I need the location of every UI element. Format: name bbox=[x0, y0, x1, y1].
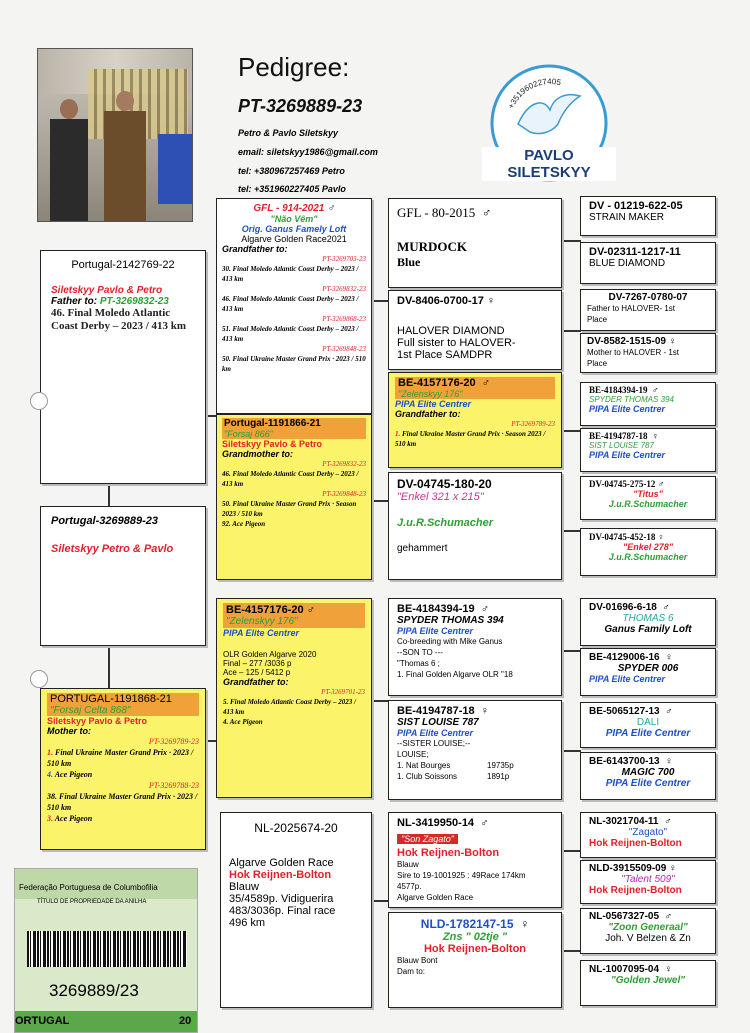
be4157176b-r1: Final Ukraine Master Grand Prix · Season 2023 / 510 km bbox=[395, 430, 546, 448]
g4-ring-5: BE-4184394-19 bbox=[589, 385, 648, 395]
card-title: TÍTULO DE PROPRIEDADE DA ANILHA bbox=[37, 899, 147, 905]
nl3419950-color: Blauw bbox=[397, 860, 419, 869]
g4-owner-7: J.u.R.Schumacher bbox=[608, 499, 688, 509]
g4-card-14[interactable] bbox=[580, 860, 716, 904]
gfl914-c3: PT-3269868-23 bbox=[322, 315, 366, 323]
g4-owner-8: J.u.R.Schumacher bbox=[608, 552, 688, 562]
g4-org-11: PIPA Elite Centrer bbox=[605, 728, 691, 739]
g4-name-11: DALI bbox=[636, 717, 660, 728]
nld1782147-l1: Dam to: bbox=[397, 967, 426, 976]
dam-owner: Siletskyy Pavlo & Petro bbox=[47, 716, 148, 726]
pt1191866-owner: Siletskyy Pavlo & Petro bbox=[222, 439, 323, 449]
g4-l1-2: BLUE DIAMOND bbox=[589, 258, 666, 269]
g4-name-12: MAGIC 700 bbox=[621, 767, 675, 778]
owners-photo bbox=[37, 48, 193, 222]
gfl914-c2: PT-3269832-23 bbox=[322, 285, 366, 293]
pt1191866-r3: 92. Ace Pigeon bbox=[222, 520, 266, 528]
female-icon: ♀ bbox=[657, 532, 665, 542]
nl3419950-name: "Son Zagato" bbox=[397, 834, 458, 844]
g4-name-9: THOMAS 6 bbox=[622, 613, 674, 624]
be4184394-org: PIPA Elite Centrer bbox=[397, 626, 474, 636]
phone-petro: tel: +380967257469 Petro bbox=[238, 166, 345, 176]
subject-card[interactable] bbox=[40, 506, 206, 646]
g4-ring-10: BE-4129006-16 bbox=[589, 652, 660, 663]
g4-card-5[interactable] bbox=[580, 382, 716, 426]
nl3419950-card[interactable] bbox=[388, 812, 562, 908]
g4-ring-8: DV-04745-452-18 bbox=[589, 532, 656, 542]
pt1191866-r2: 50. Final Ukraine Master Grand Prix · Season 2023 / 510 km bbox=[222, 500, 357, 518]
subject-ring-header: PT-3269889-23 bbox=[238, 96, 363, 116]
dam-child1: PT-3269789-23 bbox=[148, 737, 199, 746]
nl2025674-l4: 496 km bbox=[229, 917, 266, 929]
nld1782147-ring: NLD-1782147-15 bbox=[420, 917, 514, 931]
be4184394-l1: Co-breeding with Mike Ganus bbox=[397, 637, 503, 646]
granddam-card[interactable] bbox=[216, 414, 372, 580]
g4-card-9[interactable] bbox=[580, 598, 716, 646]
g4-card-8[interactable] bbox=[580, 528, 716, 576]
g4-org-10: PIPA Elite Centrer bbox=[589, 674, 666, 684]
male-icon: ♂ bbox=[480, 603, 490, 615]
be4194787-l2: LOUISE; bbox=[397, 750, 429, 759]
dam-card[interactable] bbox=[40, 688, 206, 850]
be4157176a-gf: Grandfather to: bbox=[223, 677, 289, 687]
dv04745-name: "Enkel 321 x 215" bbox=[397, 491, 484, 503]
male-icon: ♂ bbox=[665, 706, 673, 717]
female-icon: ♀ bbox=[665, 756, 673, 767]
be4157176a-r2: 4. Ace Pigeon bbox=[223, 718, 263, 726]
gfl914-line2: Algarve Golden Race2021 bbox=[241, 234, 347, 244]
male-icon: ♂ bbox=[657, 479, 665, 489]
be4184394-l2: --SON TO --- bbox=[397, 648, 443, 657]
nl2025674-l1: Algarve Golden Race bbox=[229, 857, 334, 869]
gfl914-r2: 46. Final Moledo Atlantic Coast Derby – 2023 / 413 km bbox=[222, 295, 359, 313]
male-icon: ♂ bbox=[481, 377, 491, 389]
dam-res4: Ace Pigeon bbox=[54, 814, 93, 823]
gfl80-ring: GFL - 80-2015 bbox=[397, 205, 476, 220]
dam-res3: 38. Final Ukraine Master Grand Prix · 2023 / 510 km bbox=[47, 792, 198, 812]
ownership-card bbox=[14, 868, 198, 1033]
dv04745-card[interactable] bbox=[388, 472, 562, 580]
be4157176a-line1: OLR Golden Algarve 2020 bbox=[223, 650, 317, 659]
g4-card-16[interactable] bbox=[580, 960, 716, 1006]
sire-ring: Portugal-2142769-22 bbox=[71, 259, 175, 271]
g4-owner-13: Hok Reijnen-Bolton bbox=[589, 838, 682, 849]
gfl914-r1: 30. Final Moledo Atlantic Coast Derby – 2023 / 413 km bbox=[222, 265, 359, 283]
be4184394-name: SPYDER THOMAS 394 bbox=[397, 615, 504, 626]
gfl914-r4: 50. Final Ukraine Master Grand Prix · 2023 / 510 km bbox=[222, 355, 366, 373]
be4157176-card[interactable] bbox=[216, 598, 372, 798]
be4194787-name: SIST LOUISE 787 bbox=[397, 717, 479, 728]
be4157176b-card[interactable] bbox=[388, 372, 562, 468]
be4184394-card[interactable] bbox=[388, 598, 562, 696]
dv04745-note: gehammert bbox=[397, 543, 448, 554]
g4-name-7: "Titus" bbox=[633, 489, 663, 499]
owner-email: email: siletskyy1986@gmail.com bbox=[238, 147, 378, 157]
dam-res1: Final Ukraine Master Grand Prix · 2023 / 510 km bbox=[47, 748, 194, 768]
gfl914-name: "Não Vêm" bbox=[270, 214, 318, 224]
sire-father-ring: PT-3269832-23 bbox=[99, 296, 169, 307]
dv8406-name: HALOVER DIAMOND bbox=[397, 325, 505, 337]
nl2025674-card[interactable] bbox=[220, 812, 372, 1008]
nl3419950-owner: Hok Reijnen-Bolton bbox=[397, 847, 500, 859]
female-icon: ♀ bbox=[486, 295, 496, 307]
gfl80-card[interactable] bbox=[388, 198, 562, 288]
pt1191866-c1: PT-3269832-23 bbox=[322, 460, 366, 468]
subject-ring: Portugal-3269889-23 bbox=[51, 515, 158, 527]
binder-hole-bottom bbox=[30, 670, 48, 688]
female-icon: ♀ bbox=[520, 917, 530, 931]
male-icon: ♂ bbox=[480, 817, 489, 829]
female-icon: ♀ bbox=[652, 431, 659, 441]
g4-card-7[interactable] bbox=[580, 476, 716, 520]
g4-ring-7: DV-04745-275-12 bbox=[589, 479, 656, 489]
g4-name-14: "Talent 509" bbox=[621, 874, 675, 885]
male-icon: ♂ bbox=[662, 602, 670, 613]
g4-card-3[interactable] bbox=[580, 289, 716, 331]
pt1191866-c2: PT-3269848-23 bbox=[322, 490, 366, 498]
g4-card-6[interactable] bbox=[580, 428, 716, 472]
nl2025674-ring: NL-2025674-20 bbox=[254, 821, 338, 835]
g4-name-15: "Zoon Generaal" bbox=[608, 922, 688, 933]
female-icon: ♀ bbox=[665, 652, 673, 663]
g4-owner-14: Hok Reijnen-Bolton bbox=[589, 885, 682, 896]
nld1782147-owner: Hok Reijnen-Bolton bbox=[423, 943, 527, 955]
g4-ring-1: DV - 01219-622-05 bbox=[589, 200, 683, 212]
gfl914-line1: Orig. Ganus Famely Loft bbox=[241, 224, 347, 234]
g4-org-5: PIPA Elite Centrer bbox=[589, 404, 666, 414]
male-icon: ♂ bbox=[327, 203, 335, 214]
binder-hole-top bbox=[30, 392, 48, 410]
g4-l1-3: Father to HALOVER- 1st bbox=[587, 304, 676, 313]
male-icon: ♂ bbox=[481, 205, 492, 220]
pt1191866-name: "Forsaj 866" bbox=[222, 429, 366, 439]
g4-l1-1: STRAIN MAKER bbox=[589, 212, 665, 223]
dv04745-owner: J.u.R.Schumacher bbox=[397, 517, 493, 529]
g4-owner-15: Joh. V Belzen & Zn bbox=[605, 933, 691, 944]
male-icon: ♂ bbox=[306, 604, 315, 616]
g4-name-10: SPYDER 006 bbox=[617, 663, 679, 674]
be4184394-ring: BE-4184394-19 bbox=[397, 603, 475, 615]
pt1191866-gm: Grandmother to: bbox=[222, 449, 293, 459]
gfl914-ring: GFL - 914-2021 bbox=[253, 203, 325, 214]
g4-ring-6: BE-4194787-18 bbox=[589, 431, 648, 441]
nl3419950-ring: NL-3419950-14 bbox=[397, 817, 475, 829]
be4194787-l4b: 1891p bbox=[487, 772, 510, 781]
be4194787-card[interactable] bbox=[388, 700, 562, 800]
pt1191866-ring: Portugal-1191866-21 bbox=[222, 418, 366, 429]
dv8406-ring: DV-8406-0700-17 bbox=[397, 295, 484, 307]
female-icon: ♀ bbox=[669, 863, 677, 874]
g4-name-13: "Zagato" bbox=[628, 827, 668, 838]
g4-owner-9: Ganus Family Loft bbox=[604, 624, 692, 635]
be4157176a-org: PIPA Elite Centrer bbox=[223, 628, 300, 638]
dam-child2: PT-3269788-23 bbox=[148, 781, 199, 790]
logo-phone: +351960227405 bbox=[506, 76, 562, 111]
page-title: Pedigree: bbox=[238, 52, 350, 82]
gfl80-name: MURDOCK bbox=[397, 239, 468, 254]
male-icon: ♂ bbox=[664, 816, 672, 827]
gfl80-color: Blue bbox=[397, 255, 421, 269]
nld1782147-name: Zns " 02tje " bbox=[442, 931, 508, 943]
dv8406-l2: 1st Place SAMDPR bbox=[397, 349, 493, 361]
be4157176a-line2: Final – 277 /3036 p bbox=[223, 659, 292, 668]
male-icon: ♂ bbox=[652, 385, 659, 395]
be4194787-l4a: 1. Club Soissons bbox=[397, 772, 458, 781]
dam-ring: PORTUGAL-1191868-21 bbox=[47, 693, 199, 705]
female-icon: ♀ bbox=[664, 964, 673, 975]
gfl914-r3: 51. Final Moledo Atlantic Coast Derby – 2023 / 413 km bbox=[222, 325, 359, 343]
gfl914-c4: PT-3269848-23 bbox=[322, 345, 366, 353]
g4-l2-4: Place bbox=[587, 359, 608, 368]
g4-ring-11: BE-5065127-13 bbox=[589, 706, 660, 717]
be4157176a-name: "Zelenskyy 176" bbox=[226, 616, 298, 627]
be4157176a-line3: Ace – 125 / 5412 p bbox=[223, 668, 291, 677]
be4194787-ring: BE-4194787-18 bbox=[397, 705, 475, 717]
g4-card-13[interactable] bbox=[580, 812, 716, 858]
g4-ring-14: NLD-3915509-09 bbox=[589, 863, 667, 874]
gfl914-gf: Grandfather to: bbox=[222, 244, 288, 254]
male-icon: ♂ bbox=[664, 911, 673, 922]
dam-res1-num: 1. bbox=[47, 748, 53, 757]
g4-name-5: SPYDER THOMAS 394 bbox=[589, 395, 674, 404]
g4-ring-9: DV-01696-6-18 bbox=[589, 602, 657, 613]
dam-res2-num: 4. bbox=[47, 770, 53, 779]
phone-pavlo: tel: +351960227405 Pavlo bbox=[238, 184, 346, 194]
be4184394-l3: "Thomas 6 ; bbox=[397, 659, 440, 668]
g4-card-10[interactable] bbox=[580, 648, 716, 696]
g4-ring-12: BE-6143700-13 bbox=[589, 756, 660, 767]
barcode bbox=[27, 931, 187, 967]
be4157176b-c1: PT-3269789-23 bbox=[511, 420, 555, 428]
gfl914-c1: PT-3269703-23 bbox=[322, 255, 366, 263]
nl2025674-l3: 483/3036p. Final race bbox=[229, 905, 336, 917]
g4-ring-4: DV-8582-1515-09 bbox=[587, 336, 666, 347]
dam-res2: Ace Pigeon bbox=[54, 770, 93, 779]
pt1191866-r1: 46. Final Moledo Atlantic Coast Derby – 2023 / 413 km bbox=[222, 470, 359, 488]
female-icon: ♀ bbox=[668, 336, 677, 347]
g4-card-11[interactable] bbox=[580, 702, 716, 748]
owners-names: Petro & Pavlo Siletskyy bbox=[238, 128, 339, 138]
be4194787-l1: --SISTER LOUISE;-- bbox=[397, 739, 471, 748]
dam-res4-num: 3. bbox=[47, 814, 53, 823]
be4194787-org: PIPA Elite Centrer bbox=[397, 728, 474, 738]
g4-card-4[interactable] bbox=[580, 333, 716, 373]
be4157176b-org: PIPA Elite Centrer bbox=[395, 399, 472, 409]
subject-owner: Siletskyy Petro & Pavlo bbox=[51, 543, 174, 555]
g4-card-15[interactable] bbox=[580, 908, 716, 954]
nl3419950-l2: 4577p. bbox=[397, 882, 422, 891]
g4-org-12: PIPA Elite Centrer bbox=[605, 778, 691, 789]
g4-name-16: "Golden Jewel" bbox=[611, 975, 685, 986]
g4-card-1[interactable] bbox=[580, 196, 716, 236]
g4-l1-4: Mother to HALOVER - 1st bbox=[587, 348, 680, 357]
sire-card[interactable] bbox=[40, 250, 206, 484]
g4-ring-3: DV-7267-0780-07 bbox=[608, 292, 688, 303]
be4157176b-name: "Zelenskyy 176" bbox=[398, 389, 463, 399]
g4-card-2[interactable] bbox=[580, 242, 716, 284]
g4-ring-13: NL-3021704-11 bbox=[589, 816, 659, 827]
be4157176b-gf: Grandfather to: bbox=[395, 409, 461, 419]
dam-name: "Forsaj Celta 868" bbox=[47, 705, 199, 716]
nl2025674-owner: Hok Reijnen-Bolton bbox=[229, 869, 332, 881]
dv8406-card[interactable] bbox=[388, 290, 562, 370]
nld1782147-card[interactable] bbox=[388, 912, 562, 1008]
be4157176b-r1num: 1. bbox=[395, 430, 401, 438]
g4-name-8: "Enkel 278" bbox=[622, 542, 674, 552]
g4-l2-3: Place bbox=[587, 315, 608, 324]
nl3419950-l1: Sire to 19-1001925 : 49Race 174km bbox=[397, 871, 526, 880]
be4157176a-c1: PT-3269701-23 bbox=[321, 688, 365, 696]
card-country: ORTUGAL bbox=[15, 1015, 70, 1027]
card-number: 3269889/23 bbox=[49, 981, 139, 1000]
be4157176b-ring: BE-4157176-20 bbox=[398, 377, 476, 389]
dam-mother-label: Mother to: bbox=[47, 726, 91, 736]
card-year: 20 bbox=[179, 1015, 192, 1027]
be4194787-l3a: 1. Nat Bourges bbox=[397, 761, 451, 770]
g4-name-6: SIST LOUISE 787 bbox=[589, 441, 654, 450]
grandsire-card[interactable] bbox=[216, 198, 372, 414]
be4157176a-r1: 5. Final Moledo Atlantic Coast Derby – 2023 / 413 km bbox=[223, 698, 356, 716]
card-federation: Federação Portuguesa de Columbofilia bbox=[19, 883, 158, 892]
sire-owner: Siletskyy Pavlo & Petro bbox=[51, 285, 163, 296]
dv04745-ring: DV-04745-180-20 bbox=[397, 477, 492, 491]
sire-father-label: Father to: bbox=[51, 296, 98, 307]
nld1782147-color: Blauw Bont bbox=[397, 956, 438, 965]
sire-result: 46. Final Moledo Atlantic Coast Derby – 2023 / 413 km bbox=[51, 307, 187, 332]
nl3419950-l3: Algarve Golden Race bbox=[397, 893, 474, 902]
g4-org-6: PIPA Elite Centrer bbox=[589, 450, 666, 460]
be4184394-l4: 1. Final Golden Algarve OLR "18 bbox=[397, 670, 513, 679]
nl2025674-color: Blauw bbox=[229, 881, 259, 893]
g4-card-12[interactable] bbox=[580, 752, 716, 800]
nl2025674-l2: 35/4589p. Vidiguerira bbox=[229, 893, 334, 905]
be4157176a-ring: BE-4157176-20 bbox=[226, 604, 304, 616]
logo-name: PAVLO SILETSKYY bbox=[482, 147, 616, 181]
g4-ring-16: NL-1007095-04 bbox=[589, 964, 660, 975]
g4-ring-2: DV-02311-1217-11 bbox=[589, 246, 681, 258]
female-icon: ♀ bbox=[480, 705, 490, 717]
be4194787-l3b: 19735p bbox=[487, 761, 514, 770]
dv8406-l1: Full sister to HALOVER- bbox=[397, 337, 516, 349]
g4-ring-15: NL-0567327-05 bbox=[589, 911, 660, 922]
